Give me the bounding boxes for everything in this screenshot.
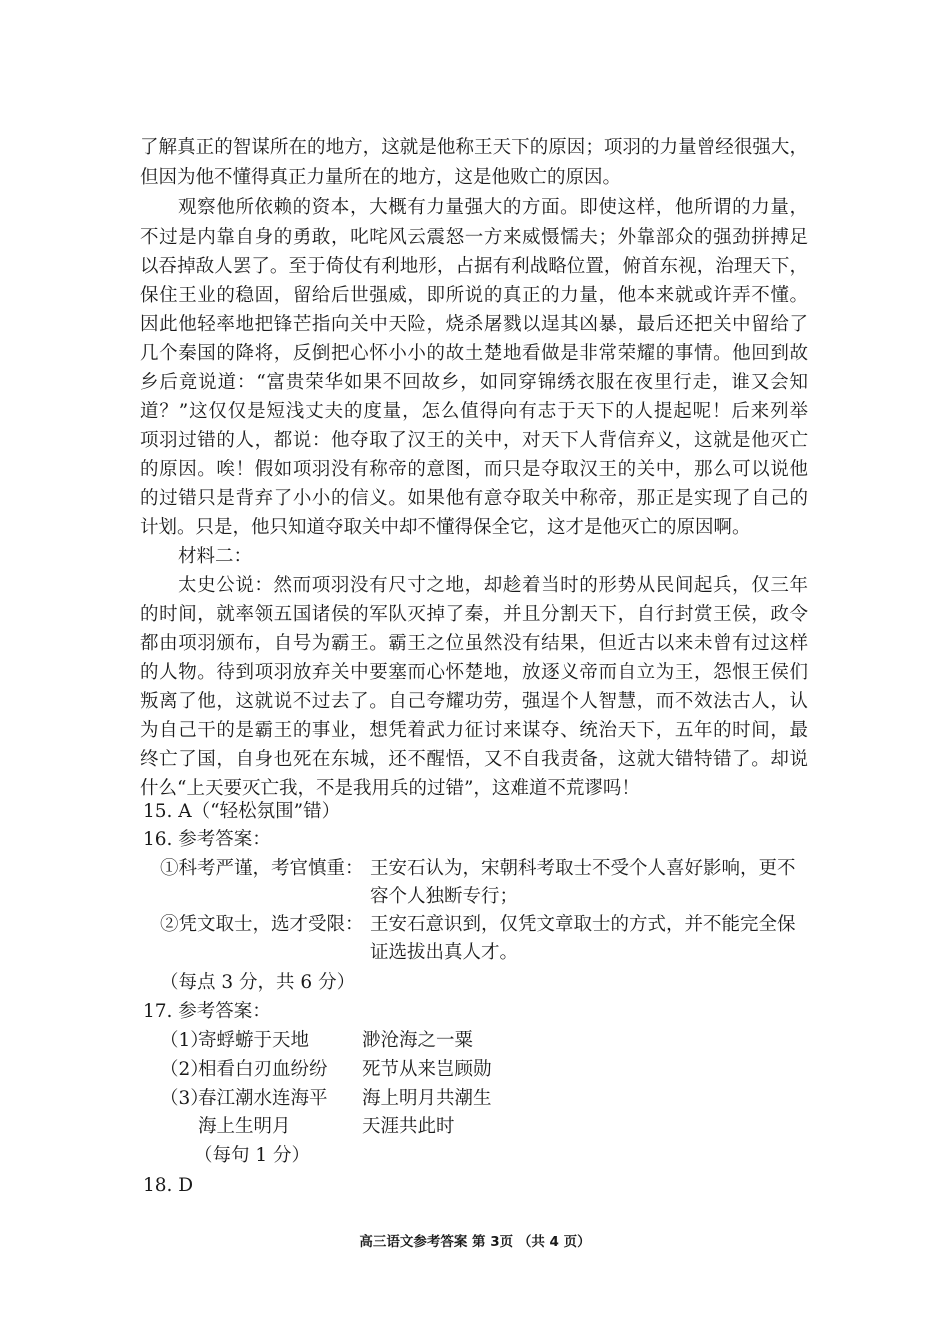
q16-point-2-label: ②凭文取士，选才受限： (160, 914, 364, 935)
q17-row-number: （1） (160, 1030, 209, 1051)
question-15-answer: 15. A（“轻松氛围”错） (143, 801, 341, 822)
q17-row-first-verse: 相看白刃血纷纷 (198, 1059, 328, 1080)
question-17-title: 17. 参考答案： (143, 1001, 271, 1022)
question-16-title: 16. 参考答案： (143, 829, 271, 850)
body-line: 的原因。唉！假如项羽没有称帝的意图，而只是夺取汉王的关中，那么可以说他 (140, 459, 808, 480)
body-line: 保住王业的稳固，留给后世强威，即所说的真正的力量，他本来就或许弄不懂。 (140, 285, 808, 306)
body-line: 为自己干的是霸王的事业，想凭着武力征讨来谋夺、统治天下，五年的时间，最 (140, 720, 808, 741)
q16-point-1-text-cont: 容个人独断专行； (370, 886, 519, 907)
paragraph-start-line: 观察他所依赖的资本，大概有力量强大的方面。即使这样，他所谓的力量， (178, 197, 808, 218)
body-line: 项羽过错的人，都说：他夺取了汉王的关中，对天下人背信弃义，这就是他灭亡 (140, 430, 808, 451)
body-line: 了解真正的智谋所在的地方，这就是他称王天下的原因；项羽的力量曾经很强大， (140, 137, 808, 158)
body-line: 以吞掉敌人罢了。至于倚仗有利地形，占据有利战略位置，俯首东视，治理天下， (140, 256, 808, 277)
q17-score-note: （每句 1 分） (194, 1145, 311, 1166)
body-line: 因此他轻率地把锋芒指向关中天险，烧杀屠戮以逞其凶暴，最后还把关中留给了 (140, 314, 808, 335)
body-line: 道？”这仅仅是短浅丈夫的度量，怎么值得向有志于天下的人提起呢！后来列举 (140, 401, 808, 422)
q17-row-first-verse: 春江潮水连海平 (198, 1088, 328, 1109)
q16-score-note: （每点 3 分，共 6 分） (160, 972, 356, 993)
q17-row-second-verse: 天涯共此时 (362, 1116, 455, 1137)
question-18-answer: 18. D (143, 1175, 194, 1196)
body-line: 终亡了国，自身也死在东城，还不醒悟，又不自我责备，这就大错特错了。却说 (140, 749, 808, 770)
body-line: 计划。只是，他只知道夺取关中却不懂得保全它，这才是他灭亡的原因啊。 (140, 517, 751, 538)
q16-point-2-text: 王安石意识到，仅凭文章取士的方式，并不能完全保 (370, 914, 796, 935)
q16-point-1-text: 王安石认为，宋朝科考取士不受个人喜好影响，更不 (370, 858, 796, 879)
q16-point-2-text-cont: 证选拔出真人才。 (370, 942, 519, 963)
q17-row-first-verse: 寄蜉蝣于天地 (198, 1030, 310, 1051)
body-line: 的时间，就率领五国诸侯的军队灭掉了秦，并且分割天下，自行封赏王侯，政令 (140, 604, 808, 625)
q17-row-second-verse: 渺沧海之一粟 (362, 1030, 474, 1051)
q17-row-number: （3） (160, 1088, 209, 1109)
body-line: 都由项羽颁布，自号为霸王。霸王之位虽然没有结果，但近古以来未曾有过这样 (140, 633, 808, 654)
body-line: 几个秦国的降将，反倒把心怀小小的故土楚地看做是非常荣耀的事情。他回到故 (140, 343, 808, 364)
body-line: 什么“上天要灭亡我，不是我用兵的过错”，这难道不荒谬吗！ (140, 778, 640, 799)
q17-row-second-verse: 海上明月共潮生 (362, 1088, 492, 1109)
q16-point-1-label: ①科考严谨，考官慎重： (160, 858, 364, 879)
body-line: 的人物。待到项羽放弃关中要塞而心怀楚地，放逐义帝而自立为王，怨恨王侯们 (140, 662, 808, 683)
material-2-heading: 材料二： (178, 546, 253, 567)
page-footer: 高三语文参考答案 第 3页 （共 4 页） (359, 1234, 591, 1250)
body-line: 不过是内靠自身的勇敢，叱咤风云震怒一方来威慑懦夫；外靠部众的强劲拼搏足 (140, 227, 808, 248)
paragraph-start-line: 太史公说：然而项羽没有尺寸之地，却趁着当时的形势从民间起兵，仅三年 (178, 575, 808, 596)
q17-row-second-verse: 死节从来岂顾勋 (362, 1059, 492, 1080)
q17-row-first-verse: 海上生明月 (198, 1116, 291, 1137)
q17-row-number: （2） (160, 1059, 209, 1080)
body-line: 乡后竟说道：“富贵荣华如果不回故乡，如同穿锦绣衣服在夜里行走，谁又会知 (140, 372, 808, 393)
body-line: 的过错只是背弃了小小的信义。如果他有意夺取关中称帝，那正是实现了自己的 (140, 488, 808, 509)
body-line: 叛离了他，这就说不过去了。自己夸耀功劳，强逞个人智慧，而不效法古人，认 (140, 691, 808, 712)
body-line: 但因为他不懂得真正力量所在的地方，这是他败亡的原因。 (140, 167, 622, 188)
